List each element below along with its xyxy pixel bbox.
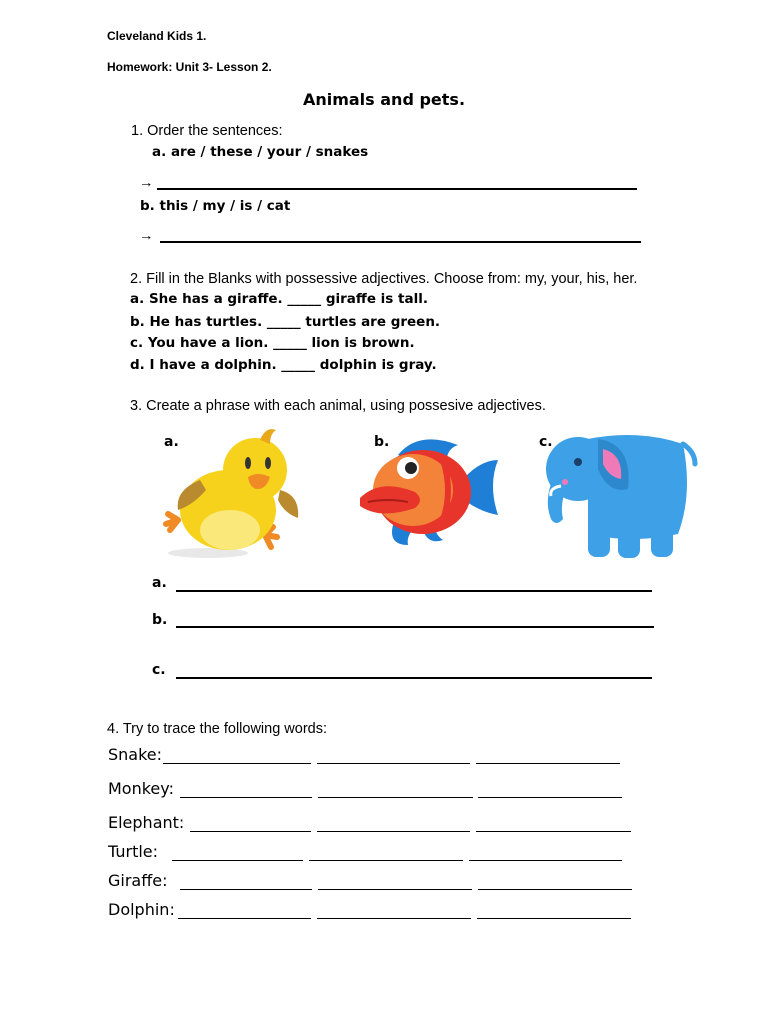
fill-item-d: d. I have a dolphin. _____ dolphin is gray.	[130, 357, 437, 373]
trace-line[interactable]	[163, 763, 311, 764]
fill-item-c: c. You have a lion. _____ lion is brown.	[130, 335, 415, 351]
answer-line-3c[interactable]	[176, 677, 652, 679]
trace-line[interactable]	[478, 889, 632, 890]
answer-line-3b[interactable]	[176, 626, 654, 628]
trace-word-dolphin: Dolphin:	[108, 900, 175, 919]
trace-line[interactable]	[477, 918, 631, 919]
trace-line[interactable]	[180, 797, 312, 798]
trace-line[interactable]	[469, 860, 622, 861]
order-item-b: b. this / my / is / cat	[140, 198, 291, 214]
answer-line-1a[interactable]	[157, 188, 637, 190]
fill-item-b: b. He has turtles. _____ turtles are green.	[130, 314, 441, 330]
school-name: Cleveland Kids 1.	[107, 29, 207, 43]
picture-label-a: a.	[164, 434, 179, 450]
answer-line-1b[interactable]	[160, 241, 641, 243]
trace-line[interactable]	[317, 831, 470, 832]
order-item-a: a. are / these / your / snakes	[152, 144, 369, 160]
trace-line[interactable]	[172, 860, 303, 861]
trace-line[interactable]	[476, 763, 620, 764]
trace-line[interactable]	[318, 889, 472, 890]
trace-word-monkey: Monkey:	[108, 779, 174, 798]
trace-line[interactable]	[180, 889, 312, 890]
trace-line[interactable]	[178, 918, 311, 919]
trace-word-giraffe: Giraffe:	[108, 871, 168, 890]
trace-line[interactable]	[190, 831, 311, 832]
trace-word-elephant: Elephant:	[108, 813, 185, 832]
fish-illustration	[358, 430, 503, 555]
answer-label-c: c.	[152, 662, 166, 678]
answer-label-b: b.	[152, 612, 168, 628]
answer-line-3a[interactable]	[176, 590, 652, 592]
chick-illustration	[160, 425, 305, 560]
arrow-b: →	[139, 228, 154, 244]
trace-line[interactable]	[309, 860, 463, 861]
section2-heading: 2. Fill in the Blanks with possessive adjectives. Choose from: my, your, his, her.	[130, 271, 638, 287]
trace-line[interactable]	[317, 918, 471, 919]
arrow-a: →	[139, 175, 154, 191]
picture-label-b: b.	[374, 434, 390, 450]
section3-heading: 3. Create a phrase with each animal, using possesive adjectives.	[130, 398, 546, 414]
trace-line[interactable]	[476, 831, 631, 832]
trace-line[interactable]	[478, 797, 622, 798]
trace-line[interactable]	[317, 763, 470, 764]
trace-line[interactable]	[318, 797, 473, 798]
answer-label-a: a.	[152, 575, 167, 591]
picture-label-c: c.	[539, 434, 553, 450]
fill-item-a: a. She has a giraffe. _____ giraffe is tall.	[130, 291, 428, 307]
elephant-illustration	[543, 424, 701, 564]
trace-word-turtle: Turtle:	[108, 842, 159, 861]
trace-word-snake: Snake:	[108, 745, 163, 764]
homework-label: Homework: Unit 3- Lesson 2.	[107, 60, 272, 74]
page-title: Animals and pets.	[302, 90, 466, 109]
section1-heading: 1. Order the sentences:	[131, 123, 283, 139]
section4-heading: 4. Try to trace the following words:	[107, 721, 328, 737]
